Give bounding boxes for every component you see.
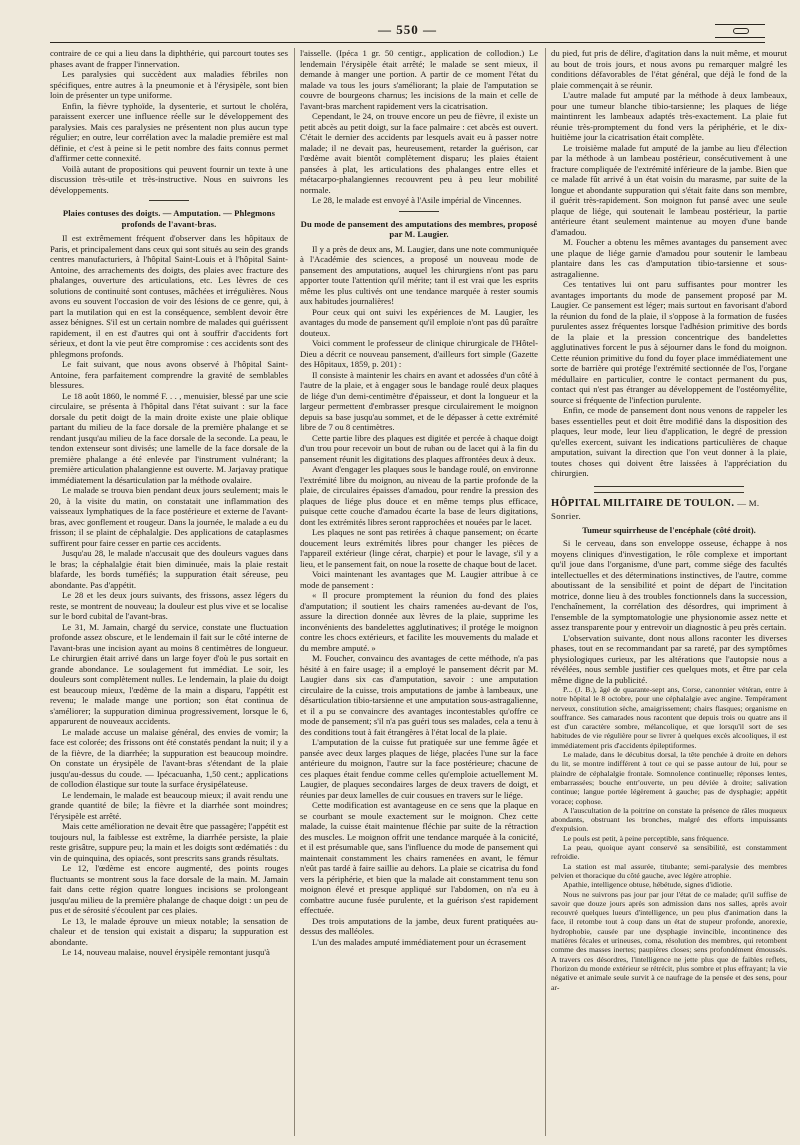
column-divider — [545, 48, 546, 1136]
paragraph: Cependant, le 24, on trouve encore un peu de fièvre, il existe un petit abcès au petit doigt, sur la face palmaire : cet abcès est ouvert. C'était le dernier des accidents par lesquels avait eu à passer notre malade; il ne devait pas, heureusement, retarder la guérison, car l'œdème avait bientôt complètement disparu; les plaies étaient pansées à plat, les articulations des phalanges entre elles et métacarpo-phalangiennes recouvrent peu à peu leur mobilité normale. — [300, 111, 538, 195]
case-subtitle: Tumeur squirrheuse de l'encéphale (côté droit). — [582, 524, 756, 535]
paragraph: Enfin, ce mode de pansement dont nous venons de rappeler les bases essentielles peut et doit être modifié dans la disposition des plaques, leur mode, leur lieu d'application, le degré de pression qu'elles exercent, suivant les indications particulières de chaque amputation, suivant la direction que l'on veut donner à la plaie, toutes choses qui doivent être laissées à l'appréciation du chirurgien. — [551, 405, 787, 478]
hospital-title: HÔPITAL MILITAIRE DE TOULON. — [551, 497, 735, 509]
paragraph: Le fait suivant, que nous avons observé à l'hôpital Saint-Antoine, fera parfaitement comprendre la gravité de semblables blessures. — [50, 359, 288, 391]
paragraph: L'autre malade fut amputé par la méthode à deux lambeaux, pour une tumeur blanche tibio-tarsienne; les plaques de liége maintinrent les lambeaux adaptés très-exactement. La plaie fut réunie très-promptement du fond vers la périphérie, et le dix-huitième jour la cicatrisation était complète. — [551, 90, 787, 142]
page-number: — 550 — — [378, 22, 437, 37]
case-note: A l'auscultation de la poitrine on constate la présence de râles muqueux abondants, obstruant les bronches, malgré des efforts impuissants d'expulsion. — [551, 805, 787, 834]
case-note: Le malade, dans le décubitus dorsal, la tête penchée à droite en dehors du lit, se montre indifférent à tout ce qui se passe autour de lui, pour se plaindre de céphalalgie frontale. Somnolence continuelle; réponses lentes, embarrassées; bouche entr'ouverte, un peu déviée à droite; salivation continue; langue portée légèrement à gauche; pas de dysphagie; appétit vorace; cophose. — [551, 750, 787, 806]
hospital-author: — M. Sonrier. — [551, 497, 760, 521]
paragraph: Les plaques ne sont pas retirées à chaque pansement; on écarte doucement leurs extrémités libres pour changer les pièces de l'appareil extérieur (linge cérat, charpie) et pour le lavage, s'il y a lieu, et le pansement fait, on noue la rosette de chaque bout de lacet. — [300, 527, 538, 569]
paragraph: L'un des malades amputé immédiatement pour un écrasement — [312, 936, 527, 947]
paragraph: L'observation suivante, dont nous allons raconter les diverses phases, tout en se recommandant par sa rareté, par des symptômes physiologiques curieux, par les altérations que l'autopsie nous a révélées, nous semble justifier ces quelques mots, et être par cela même digne de la publicité. — [551, 632, 787, 685]
paragraph: L'amputation de la cuisse fut pratiquée sur une femme âgée et pansée avec deux larges plaques de liége, placées l'une sur la face antérieure du moignon, l'autre sur la face postérieure; chacune de ces plaques était fendue comme celles qu'emploie actuellement M. Laugier, de plaques secondaires larges de deux travers de doigt, et réunies par deux lamelles de cuir cousues en travers sur le liége. — [300, 737, 538, 800]
paragraph: Il consiste à maintenir les chairs en avant et adossées d'un côté à l'autre de la plaie, et à engager sous le bandage roulé deux plaques de liége d'un demi-centimètre d'épaisseur, et dont la longueur et la largeur permettent d'embrasser presque circulairement le moignon depuis sa base jusqu'au sommet, et de le dépasser à cette extrémité libre de 7 ou 8 centimètres. — [300, 369, 538, 433]
case-note: La peau, quoique ayant conservé sa sensibilité, est constamment refroidie. — [551, 843, 787, 862]
paragraph: « Il procure promptement la réunion du fond des plaies d'amputation; il soutient les chairs ramenées au-devant de l'os, assure la direction donnée aux lèvres de la plaie, supprime les inconvénients des bandelettes agglutinatives; il protége le moignon contre les chocs extérieurs, et facilite les mouvements du malade et du membre amputé. » — [300, 590, 538, 653]
paragraph: Il est extrêmement fréquent d'observer dans les hôpitaux de Paris, et principalement dans ceux qui sont situés au sein des grands centres manufacturiers, à l'hôpital Saint-Louis et à l'hôpital Saint-Antoine, des arrachements des doigts, des plaies avec fracture des phalanges, ouverture des articulations, etc. Les lèvres de ces solutions de continuité sont contuses, mâchées et irrégulières. Nous avons eu souvent l'occasion de voir des lésions de ce genre, qui, à part la mutilation qui en est la conséquence, semblent devoir être assez bénignes. S'il est un certain nombre de malades qui guérissent rapidement, il en est d'autres qui ont à souffrir d'accidents fort sérieux, et dont la vie peut être compromise : ces accidents sont des phlegmons profonds. — [50, 233, 288, 359]
ornamental-rule — [594, 486, 744, 493]
column-2 — [300, 48, 538, 1138]
paragraph: l'aisselle. (Ipéca 1 gr. 50 centigr., application de collodion.) Le lendemain l'érysipèle était arrêté; le malade se sent mieux, il demande à manger une portion. A partir de ce moment l'état du malade va tous les jours s'améliorant; la plaie de l'amputation se couvre de bourgeons charnus; les incisions de la main et celle de l'avant-bras marchent rapidement vers la cicatrisation. — [300, 48, 538, 111]
section-rule — [149, 200, 189, 201]
paragraph: Voici comment le professeur de clinique chirurgicale de l'Hôtel-Dieu a décrit ce nouveau pansement, d'ailleurs fort simple (Gazette des Hôpitaux, 1859, p. 201) : — [300, 338, 538, 370]
paragraph: Le 28 et les deux jours suivants, des frissons, assez légers du reste, se montrent de nouveau; la douleur est plus vive et se localise sur le bord cubital de l'avant-bras. — [50, 590, 288, 622]
case-note: P... (J. B.), âgé de quarante-sept ans, Corse, canonnier vétéran, entre à notre hôpital le 8 octobre, pour une céphalalgie avec angine. Tempérament nerveux, constitution sèche, amaigrissement; chairs flasques; organisme en souffrance. Ses camarades nous racontent que depuis trois ou quatre ans il est d'un caractère sombre, mélancolique, et que lorsqu'il sort de ses habitudes de vie régulière pour se livrer à quelques excès alcooliques, il est immédiatement pris d'accidents épileptiformes. — [551, 685, 787, 750]
paragraph: Le 28, le malade est envoyé à l'Asile impérial de Vincennes. — [312, 195, 522, 205]
paragraph: Le malade se trouva bien pendant deux jours seulement; mais le 20, à la visite du matin, on constatait une inflammation des vaisseaux lymphatiques de la face postérieure et externe de l'avant-bras, avec gonflement et rougeur. Dans la journée, le malade a eu du frisson; il se plaint de céphalalgie. Des applications de cataplasmes suffirent pour faire cesser en partie ces accidents. — [50, 485, 288, 548]
case-note: Le pouls est petit, à peine perceptible, sans fréquence. — [563, 833, 729, 843]
page-header — [50, 22, 765, 43]
paragraph: Le 13, le malade éprouve un mieux notable; la sensation de chaleur et de tension qui existait a disparu; la suppuration est abondante. — [50, 915, 288, 947]
column-1 — [50, 48, 288, 1138]
header-ornament — [715, 24, 765, 38]
paragraph: Pour ceux qui ont suivi les expériences de M. Laugier, les avantages du mode de pansement qu'il emploie n'ont pas dû paraître douteux. — [300, 306, 538, 338]
paragraph: contraire de ce qui a lieu dans la diphthérie, qui parcourt toutes ses phases avant de frapper l'innervation. — [50, 48, 288, 69]
paragraph: Le lendemain, le malade est beaucoup mieux; il avait rendu une grande quantité de bile; la fièvre et la diarrhée sont moindres; l'érysipèle est arrêté. — [50, 789, 288, 821]
paragraph: M. Foucher a obtenu les mêmes avantages du pansement avec une plaque de liége garnie d'amadou pour soutenir le lambeau plantaire dans les cas d'amputation tibio-tarsienne et sous-astragalienne. — [551, 237, 787, 279]
paragraph: Le troisième malade fut amputé de la jambe au lieu d'élection par la méthode à un lambeau postérieur, consécutivement à une fracture compliquée de l'extrémité inférieure de la jambe. Bien que ce malade fût arrivé à un état voisin du marasme, par suite de la longue et abondante suppuration qui s'était faite dans son membre, il guérit très-rapidement. Son moignon fut pansé avec une seule plaque de liége, qui soutenait le lambeau postérieur, la partie antérieure étant seulement maintenue au moyen d'une bande d'amadou. — [551, 142, 787, 237]
paragraph: Le malade accuse un malaise général, des envies de vomir; la face est colorée; des frissons ont été constatés pendant la nuit; il y a de la fièvre, de la diarrhée; la suppuration est beaucoup moindre. On constate un érysipèle de l'avant-bras s'étendant de la plaie jusqu'au-dessus du coude. — Ipécacuanha, 1,50 cent.; applications de collodion élastique sur toute la surface érysipélateuse. — [50, 726, 288, 790]
paragraph: Jusqu'au 28, le malade n'accusait que des douleurs vagues dans le bras; la céphalalgie était bien diminuée, mais la plaie restait blafarde, les bords tuméfiés; la suppuration était séreuse, peu abondante. Pas d'appétit. — [50, 548, 288, 590]
paragraph: Voici maintenant les avantages que M. Laugier attribue à ce mode de pansement : — [300, 569, 538, 590]
paragraph: Le 31, M. Jamain, chargé du service, constate une fluctuation profonde assez obscure, et le lendemain il fait sur le côté interne de l'avant-bras une incision ayant au moins 8 centimètres de longueur. Le chirurgien était arrivé dans un large foyer d'où le pus sortait en grande abondance. Le soulagement fut immédiat. Le soir, les douleurs sont complètement nulles. Le lendemain, la plaie du doigt est beaucoup mieux, l'œdème de la main a disparu, l'appétit est revenu; le malade mange une portion; son état continua de s'améliorer; la suppuration diminua progressivement, lorsque le 6, apparurent de nouveaux accidents. — [50, 621, 288, 727]
paragraph: M. Foucher, convaincu des avantages de cette méthode, n'a pas hésité à en faire usage; il a employé le pansement décrit par M. Laugier dans six cas d'amputation, savoir : une amputation circulaire de la cuisse, trois amputations de jambe à lambeaux, une désarticulation tibio-tarsienne et une amputation sous-astragalienne, et il a pu se convaincre des avantages incontestables qu'offre ce mode de pansement; s'il n'a pas guéri tous ses malades, cela a tenu à des conditions tout à fait étrangères à l'état local de la plaie. — [300, 653, 538, 737]
paragraph: du pied, fut pris de délire, d'agitation dans la nuit même, et mourut au bout de trois jours, et nous avons pu remarquer malgré les conditions défavorables de l'état général, que déjà le fond de la plaie commençait à se réunir. — [551, 48, 787, 90]
case-note: Apathie, intelligence obtuse, hébétude, signes d'idiotie. — [563, 880, 733, 890]
paragraph: Enfin, la fièvre typhoïde, la dysenterie, et surtout le choléra, paraissent exercer une influence réelle sur le développement des paralysies. Mais ces paralysies ne présentent non plus aucun type régulier; en outre, leur corrélation avec la maladie première est mal définie, et c'est à peine si le petit nombre des faits connus permet d'affirmer cette connexité. — [50, 100, 288, 163]
paragraph: Avant d'engager les plaques sous le bandage roulé, on environne l'extrémité libre du moignon, au niveau de la partie profonde de la plaie, de circulaires épaisses d'amadou, pour rendre la pression des plaques de liége plus douce et en même temps plus efficace, puisque cette couche d'amadou écarte la base de leurs digitations, dont les extrémités libres seront rapprochées et nouées par le lacet. — [300, 464, 538, 527]
paragraph: Des trois amputations de la jambe, deux furent pratiquées au-dessus des malléoles. — [300, 915, 538, 937]
paragraph: Les paralysies qui succèdent aux maladies fébriles non spécifiques, entre autres à la pneumonie et à l'érysipèle, sont bien loin de présenter un type uniforme. — [50, 69, 288, 100]
paragraph: Cette modification est avantageuse en ce sens que la plaque en se courbant se moule exactement sur le moignon. Chez cette malade, la cuisse était maintenue fléchie par suite de la rétraction des muscles. Le moignon offrit une tendance marquée à la conicité, et il est présumable que, sans l'influence du mode de pansement qui maintenait constamment les chairs ramenées en avant, le fémur n'eût pas tardé à faire saillie au dehors. La plaie se cicatrisa du fond vers la périphérie, et bien que la malade ait constamment tenu son moignon élevé et presque appliqué sur l'abdomen, on n'a eu à combattre aucune fusée purulente, et la guérison s'est rapidement effectuée. — [300, 800, 538, 916]
section-title: Du mode de pansement des amputations des membres, proposé par M. Laugier. — [300, 218, 538, 240]
paragraph: Voilà autant de propositions qui peuvent fournir un texte à une discussion très-utile et très-instructive. Nous en suivrons les développements. — [50, 163, 288, 195]
paragraph: Si le cerveau, dans son enveloppe osseuse, échappe à nos moyens cliniques d'investigation, le rôle complexe et important qu'il joue dans l'organisme, d'une part, comme siége des facultés intellectuelles et des déterminations instinctives, de l'autre, comme aboutissant de la sensibilité et point de départ de l'incitation motrice, donne lieu à des troubles fonctionnels dans la succession, l'enchaînement, la corrélation des désordres, qui impriment à l'ensemble de la symptomatologie une physionomie assez nette et assez transparente pour y entrevoir un diagnostic à peu près certain. — [551, 538, 787, 632]
case-note: La station est mal assurée, titubante; semi-paralysie des membres pelvien et thoracique du côté gauche, avec légère atrophie. — [551, 861, 787, 880]
paragraph: Mais cette amélioration ne devait être que passagère; l'appétit est toujours nul, la faiblesse est extrême, la diarrhée persiste, la plaie reste grisâtre, suppure peu; la main et les doigts sont œdématiés : du vin de quinquina, des opiacés, sont prescrits sans grands résultats. — [50, 821, 288, 863]
paragraph: Le 12, l'œdème est encore augmenté, des points rouges fluctuants se montrent sous la face dorsale de la main. M. Jamain fait dans cette région quatre longues incisions se prolongeant jusqu'au milieu de la première phalange de chaque doigt : un peu de pus et de sérosité s'écoulent par ces plaies. — [50, 863, 288, 916]
paragraph: Il y a près de deux ans, M. Laugier, dans une note communiquée à l'Académie des sciences, a proposé un nouveau mode de pansement des amputations, auquel les chirurgiens n'ont pas paru apporter toute l'attention qu'il mérite; tant il est vrai que les esprits même les plus cultivés ont une tendance marquée à rester soumis aux habitudes journalières! — [300, 243, 538, 307]
paragraph: Le 14, nouveau malaise, nouvel érysipèle remontant jusqu'à — [62, 947, 270, 958]
column-divider — [294, 48, 295, 1136]
paragraph: Cette partie libre des plaques est digitée et percée à chaque doigt d'un trou pour recevoir un bout de ruban ou de lacet qui à la fin du pansement réunit les digitations des plaques affrontées deux à deux. — [300, 432, 538, 464]
section-title: Plaies contuses des doigts. — Amputation. — Phlegmons profonds de l'avant-bras. — [62, 208, 276, 229]
paragraph: Ces tentatives lui ont paru suffisantes pour montrer les avantages importants du mode de pansement proposé par M. Laugier. Ce pansement est léger; mais surtout en favorisant d'abord la réunion du fond de la plaie, il s'oppose à la formation de fusées purulentes assez fréquentes lorsque l'adhésion primitive des bords de la plaie et la pression concentrique des bandelettes agglutinatives forcent le pus à séjourner dans le fond du moignon. Cette réunion primitive du fond du foyer place immédiatement une sorte de barrière qui protége l'extrémité sectionnée de l'os, l'organe médullaire en particulier, contre le contact permanent du pus, contact qui n'est pas étranger au développement de l'ostéomyélite, source si fréquente de l'infection purulente. — [551, 279, 787, 405]
hospital-heading — [551, 497, 787, 523]
case-note: Nous ne suivrons pas jour par jour l'état de ce malade; qu'il suffise de savoir que douze jours après son admission dans nos salles, après avoir recouvré quelques lueurs d'intelligence, un peu plus d'animation dans la face, il retombe tout à coup dans un état de stupeur profonde, anorexie, hydrophobie, causée par une dysphagie invincible, incontinence des matières fécales et urineuses, coma, résolution des membres, qui retombent comme des masses inertes; paupières closes; sens profondément émoussés. A travers ces désordres, l'intelligence ne jette plus que de faibles reflets, l'horizon du monde extérieur se rétrécit, plus sombre et plus effrayant; la vie négative et animale seule survit à ce naufrage de la pensée et des sens, pour ar- — [551, 889, 787, 992]
paragraph: Le 18 août 1860, le nommé F. . . , menuisier, blessé par une scie circulaire, se présenta à l'hôpital dans l'état suivant : sur la face dorsale du petit doigt de la main droite existe une plaie oblique partant du milieu de la face dorsale de la première phalange et se rendant jusqu'au milieu de la face dorsale de la seconde. La peau, le tendon extenseur sont divisés; une lamelle de la face dorsale de la première phalange a été enlevée par l'instrument vulnérant; la première articulation phalangienne est ouverte. M. Jarjavay pratique immédiatement la désarticulation par la méthode ovalaire. — [50, 390, 288, 485]
section-rule — [399, 211, 439, 212]
column-3 — [551, 48, 787, 1138]
